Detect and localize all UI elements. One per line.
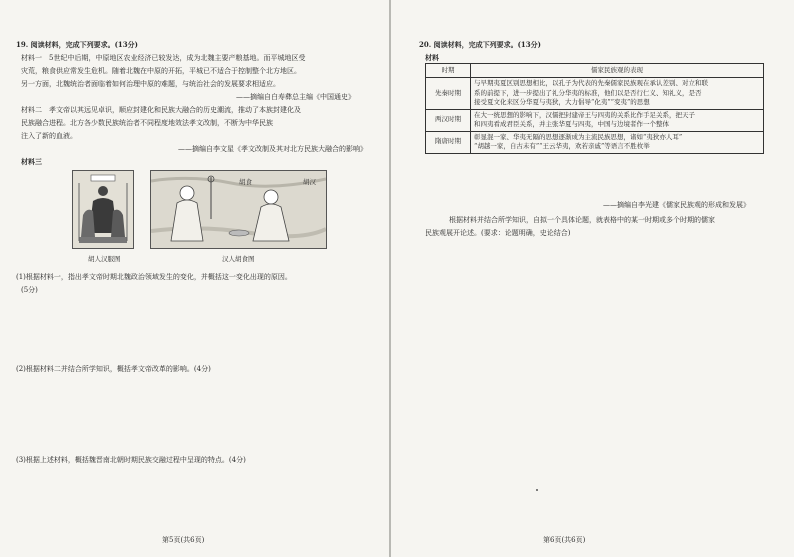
table-row: [426, 131, 764, 153]
figure2-inscription: 胡食: [239, 178, 252, 186]
material1-line: 另一方面，北魏统治者面临着如何治理中原的难题，与统治社会的发展要求相适应。: [21, 80, 280, 88]
table-cell-line: “胡越一家，自古未有”“王云华夷，欢若亲戚”等语言不胜枚举: [474, 142, 650, 150]
figure2-inscription: 胡汉: [303, 178, 316, 186]
page-footer-6: 第6页(共6页): [543, 536, 586, 544]
material1-source: ——摘编自白寿彝总主编《中国通史》: [236, 93, 355, 101]
page-footer-5: 第5页(共6页): [162, 536, 205, 544]
table-cell-view: [471, 109, 764, 131]
table-header-view: 儒家民族观的表现: [471, 64, 764, 78]
page-fold-divider: [389, 0, 391, 557]
subquestion-2: (2)根据材料二并结合所学知识，概括孝文帝改革的影响。(4分): [16, 365, 211, 373]
table-cell-view: [471, 131, 764, 153]
confucian-ethnic-view-table: [425, 63, 764, 154]
material2-line: 民族融合进程。北方各少数民族统治者不同程度地效法孝文改制，不断为中华民族: [21, 119, 273, 127]
left-page: [0, 0, 389, 557]
material2-line: 注入了新的血液。: [21, 132, 77, 140]
material1-line: 材料一 5世纪中后期，中原地区农业经济已较发达，成为北魏主要产粮基地。而平城地区受: [21, 54, 306, 62]
table-cell-view: [471, 78, 764, 110]
subquestion-1: (1)根据材料一，指出孝文帝时期北魏政治领域发生的变化，并概括这一变化出现的原因。: [16, 273, 292, 281]
q19-title: 19. 阅读材料，完成下列要求。(13分): [16, 40, 138, 49]
table-cell-era: 两汉时期: [426, 109, 471, 131]
table-cell-line: 系的前提下，进一步提出了礼分华夷的标准，他们以是否行仁义、知礼义，是否: [474, 88, 702, 97]
table-row: [426, 109, 764, 131]
figure2-caption: 汉人胡食图: [222, 255, 255, 263]
figure-han-hu-food: [150, 170, 327, 249]
q20-instruction: 根据材料并结合所学知识，自拟一个具体论题，就表格中的某一时期或多个时期的儒家: [449, 216, 715, 224]
right-page: [393, 0, 794, 557]
table-cell-era: 先秦时期: [426, 78, 471, 110]
table-cell-line: 在大一统思想的影响下，汉儒把封建帝王与四夷的关系比作手足关系，把天子: [474, 110, 695, 119]
table-cell-line: 和四夷看成君臣关系，并主张华夏与四夷，中国与边境者作一个整体: [474, 120, 669, 128]
subquestion-1-points: (5分): [21, 286, 38, 294]
figure-hu-han-clothing: [72, 170, 134, 249]
table-cell-line: 接受夏文化来区分华夏与夷狄，大力倡导“化夷”“变夷”的思想: [474, 98, 650, 106]
table-cell-era: 隋唐时期: [426, 131, 471, 153]
material3-label: 材料三: [21, 157, 42, 166]
table-header-era: 时期: [426, 64, 471, 78]
table-header-row: [426, 64, 764, 78]
table-cell-line: 彰显混一家、华夷无隔的思想逐渐成为主流民族思想，诸如“夷狄亦人耳”: [474, 132, 683, 141]
q20-instruction: 民族观展开论述。(要求：论题明确，史论结合): [425, 229, 571, 237]
scan-speck: [536, 489, 538, 491]
hu-han-clothing-illustration: [73, 171, 133, 248]
table-row: [426, 78, 764, 110]
figure1-caption: 胡人汉服图: [88, 255, 121, 263]
subquestion-3: (3)根据上述材料，概括魏晋南北朝时期民族交融过程中呈现的特点。(4分): [16, 456, 246, 464]
material1-line: 灾荒，粮食供应常发生危机。随着北魏在中原的开拓，平城已不适合于控制整个北方地区。: [21, 67, 301, 75]
q20-title: 20. 阅读材料，完成下列要求。(13分): [419, 40, 541, 49]
material2-source: ——摘编自李文星《孝文改制及其对北方民族大融合的影响》: [178, 145, 367, 153]
material2-line: 材料二 孝文帝以其远见卓识，顺应封建化和民族大融合的历史潮流，推动了本族封建化及: [21, 106, 301, 114]
table-source: ——摘编自李光建《儒家民族观的形成和发展》: [603, 201, 750, 209]
material-label: 材料: [425, 53, 439, 62]
table-cell-line: 与早期夷夏区别思想相比，以孔子为代表的先秦儒家民族观在承认差别、对立和联: [474, 79, 708, 87]
